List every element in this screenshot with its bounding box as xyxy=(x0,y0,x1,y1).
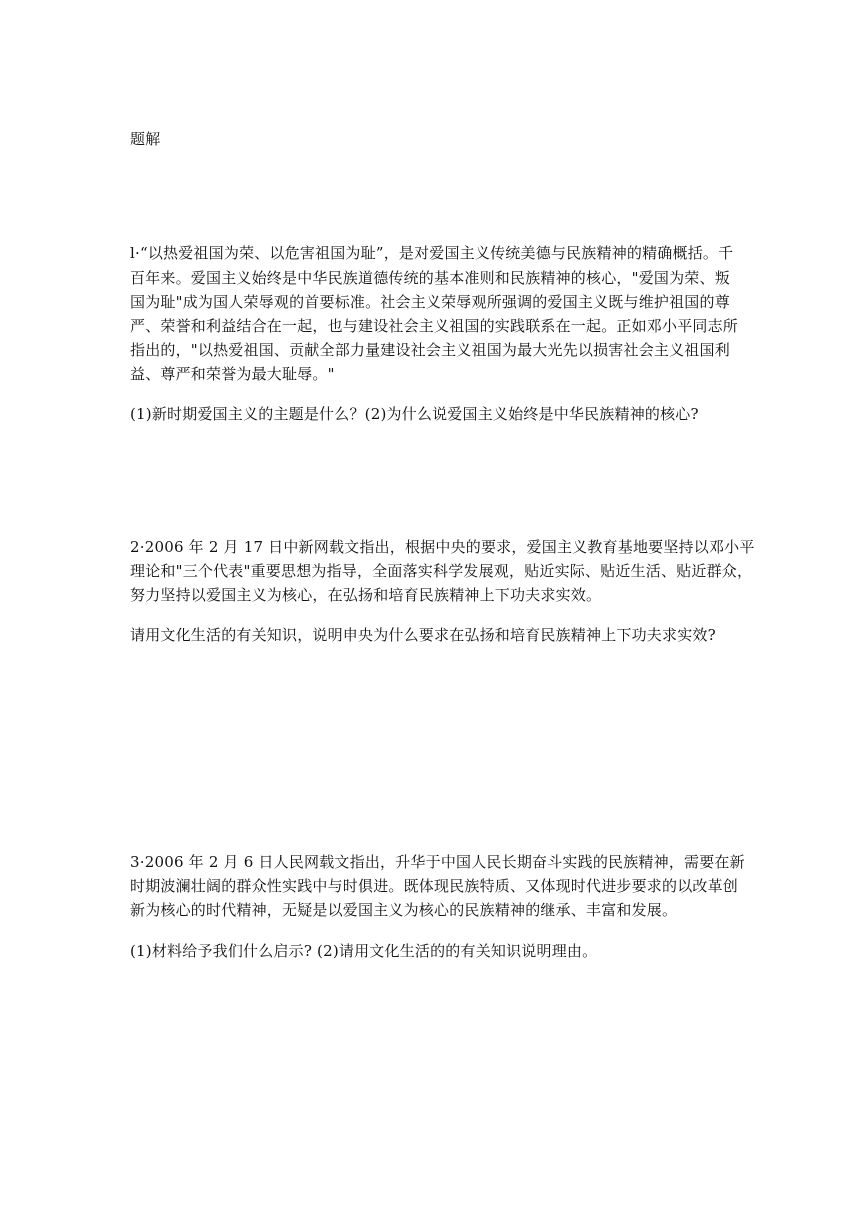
q1-line-3: 国为耻"成为国人荣辱观的首要标准。社会主义荣辱观所强调的爱国主义既与维护祖国的尊 xyxy=(130,293,730,311)
q3-line-1: 3·2006 年 2 月 6 日人民网载文指出，升华于中国人民长期奋斗实践的民族精神，需要在新 xyxy=(130,853,745,871)
q1-line-1: l·“以热爱祖国为荣、以危害祖国为耻”，是对爱国主义传统美德与民族精神的精确概括。千 xyxy=(130,244,734,262)
q1-line-4: 严、荣誉和利益结合在一起，也与建设社会主义祖国的实践联系在一起。正如邓小平同志所 xyxy=(130,317,739,335)
q3-line-3: 新为核心的时代精神，无疑是以爱国主义为核心的民族精神的继承、丰富和发展。 xyxy=(130,901,678,919)
q2-line-3: 努力坚持以爱国主义为核心，在弘扬和培育民族精神上下功夫求实效。 xyxy=(130,586,602,604)
q3-line-2: 时期波澜壮阔的群众性实践中与时俱进。既体现民族特质、又体现时代进步要求的以改革创 xyxy=(130,877,739,895)
q1-question: (1)新时期爱国主义的主题是什么？(2)为什么说爱国主义始终是中华民族精神的核心? xyxy=(130,405,699,423)
page-heading: 题解 xyxy=(130,130,161,148)
q2-line-2: 理论和"三个代表"重要思想为指导，全面落实科学发展观，贴近实际、贴近生活、贴近群众， xyxy=(130,562,753,580)
q1-line-2: 百年来。爱国主义始终是中华民族道德传统的基本准则和民族精神的核心，"爱国为荣、叛 xyxy=(130,269,730,287)
q3-question: (1)材料给予我们什么启示? (2)请用文化生活的的有关知识说明理由。 xyxy=(130,942,598,960)
q1-line-6: 益、尊严和荣誉为最大耻辱。" xyxy=(130,365,335,383)
q2-line-1: 2·2006 年 2 月 17 日中新网载文指出，根据中央的要求，爱国主义教育基地要坚持以邓小平 xyxy=(130,538,755,556)
q2-question: 请用文化生活的有关知识，说明申央为什么要求在弘扬和培育民族精神上下功夫求实效? xyxy=(130,626,716,644)
q1-line-5: 指出的，"以热爱祖国、贡献全部力量建设社会主义祖国为最大光先以损害社会主义祖国利 xyxy=(130,341,730,359)
